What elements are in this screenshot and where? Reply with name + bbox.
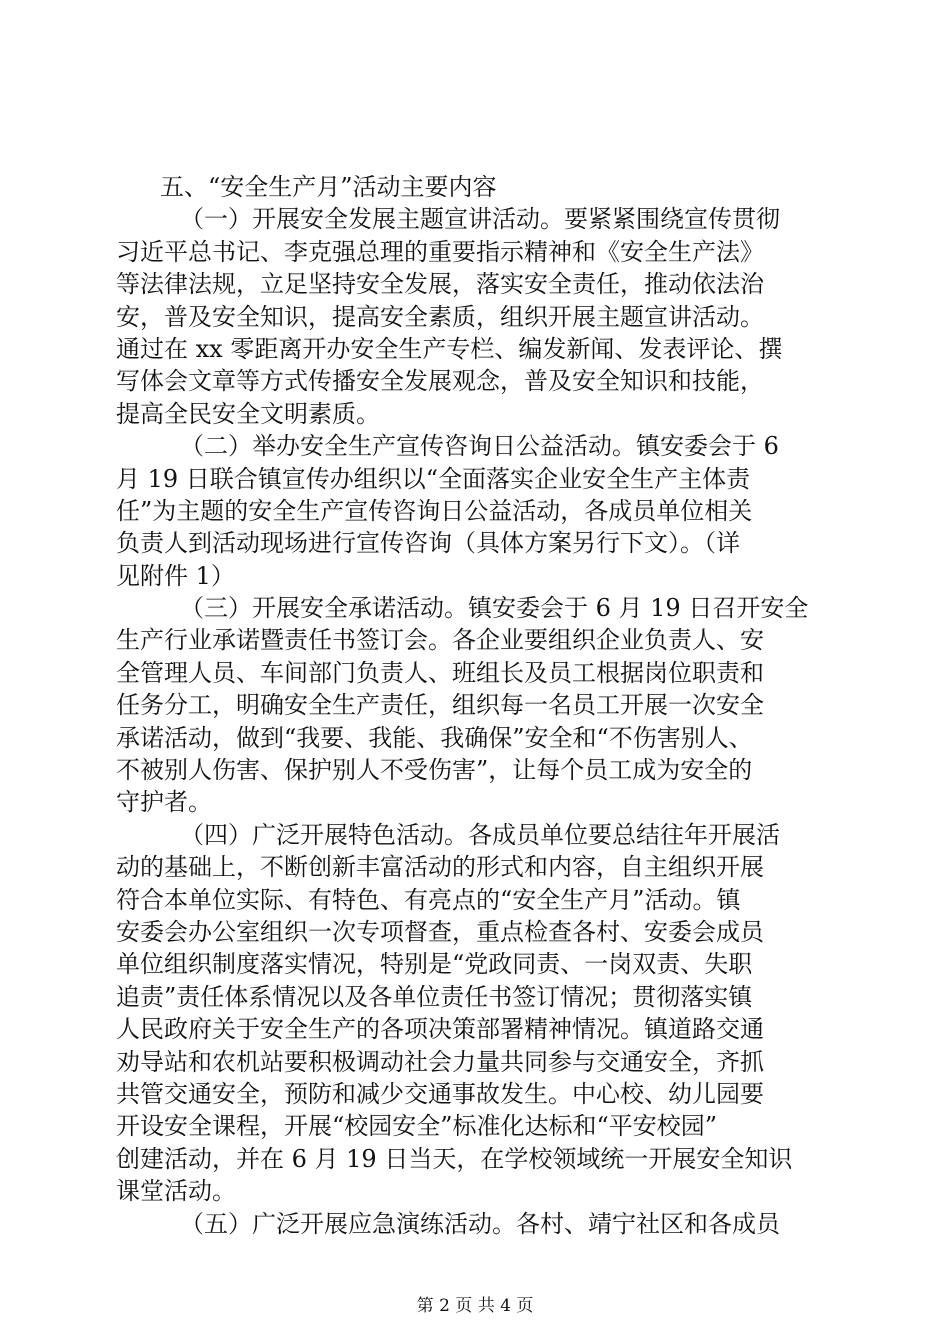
paragraph-line: 写体会文章等方式传播安全发展观念，普及安全知识和技能， <box>116 367 764 396</box>
paragraph-line: 生产行业承诺暨责任书签订会。各企业要组织企业负责人、安 <box>116 626 764 655</box>
paragraph-line: （一）开展安全发展主题宣讲活动。要紧紧围绕宣传贯彻 <box>180 205 780 234</box>
paragraph-line: 劝导站和农机站要积极调动社会力量共同参与交通安全，齐抓 <box>116 1047 764 1076</box>
paragraph-line: 共管交通安全，预防和减少交通事故发生。中心校、幼儿园要 <box>116 1079 764 1108</box>
paragraph-line: （五）广泛开展应急演练活动。各村、靖宁社区和各成员 <box>180 1209 780 1238</box>
page-number-footer: 第 2 页 共 4 页 <box>416 1296 534 1316</box>
paragraph-line: 负责人到活动现场进行宣传咨询（具体方案另行下文）。（详 <box>116 529 740 558</box>
paragraph-line: 安，普及安全知识，提高安全素质，组织开展主题宣讲活动。 <box>116 302 764 331</box>
paragraph-line: 课堂活动。 <box>116 1177 236 1206</box>
paragraph-line: 追责”责任体系情况以及各单位责任书签订情况；贯彻落实镇 <box>116 982 753 1011</box>
paragraph-line: 人民政府关于安全生产的各项决策部署精神情况。镇道路交通 <box>116 1015 764 1044</box>
paragraph-line: 见附件 1） <box>116 561 235 590</box>
paragraph-line: 动的基础上，不断创新丰富活动的形式和内容，自主组织开展 <box>116 853 764 882</box>
paragraph-line: 不被别人伤害、保护别人不受伤害”，让每个员工成为安全的 <box>116 756 753 785</box>
paragraph-line: （三）开展安全承诺活动。镇安委会于 6 月 19 日召开安全 <box>180 594 809 623</box>
paragraph-line: 安委会办公室组织一次专项督查，重点检查各村、安委会成员 <box>116 917 764 946</box>
paragraph-line: 守护者。 <box>116 788 212 817</box>
document-body <box>116 171 836 1240</box>
paragraph-line: 习近平总书记、李克强总理的重要指示精神和《安全生产法》 <box>116 237 764 266</box>
paragraph-line: 任”为主题的安全生产宣传咨询日公益活动，各成员单位相关 <box>116 496 753 525</box>
paragraph-line: 符合本单位实际、有特色、有亮点的“安全生产月”活动。镇 <box>116 885 741 914</box>
paragraph-line: 全管理人员、车间部门负责人、班组长及员工根据岗位职责和 <box>116 658 764 687</box>
paragraph-line: 月 19 日联合镇宣传办组织以“全面落实企业安全生产主体责 <box>116 464 751 493</box>
paragraph-line: 创建活动，并在 6 月 19 日当天，在学校领域统一开展安全知识 <box>116 1144 793 1173</box>
paragraph-line: 等法律法规，立足坚持安全发展，落实安全责任，推动依法治 <box>116 270 764 299</box>
paragraph-line: 任务分工，明确安全生产责任，组织每一名员工开展一次安全 <box>116 691 764 720</box>
paragraph-line: （四）广泛开展特色活动。各成员单位要总结往年开展活 <box>180 820 780 849</box>
paragraph-line: 开设安全课程，开展“校园安全”标准化达标和“平安校园” <box>116 1112 718 1141</box>
paragraph-line: 提高全民安全文明素质。 <box>116 399 380 428</box>
paragraph-line: 承诺活动，做到“我要、我能、我确保”安全和“不伤害别人、 <box>116 723 753 752</box>
paragraph-line: 通过在 xx 零距离开办安全生产专栏、编发新闻、发表评论、撰 <box>116 334 783 363</box>
section-heading: 五、“安全生产月”活动主要内容 <box>160 173 497 201</box>
paragraph-line: 单位组织制度落实情况，特别是“党政同责、一岗双责、失职 <box>116 950 753 979</box>
paragraph-line: （二）举办安全生产宣传咨询日公益活动。镇安委会于 6 <box>180 432 779 461</box>
